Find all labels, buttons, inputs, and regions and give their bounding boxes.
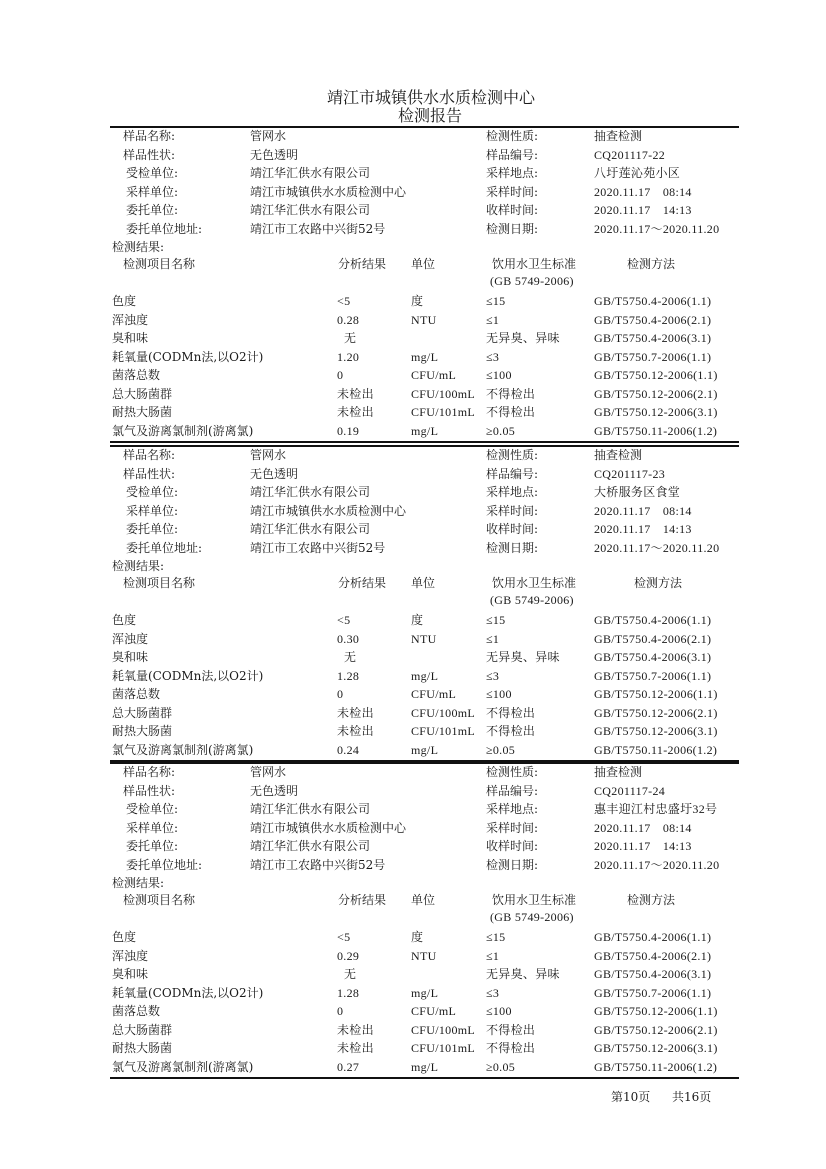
result-item-name: 菌落总数 — [112, 687, 161, 701]
col-header-unit: 单位 — [411, 893, 436, 907]
label-sample-no: 样品编号: — [486, 147, 539, 162]
col-header-result: 分析结果 — [338, 576, 387, 590]
label-sample-nature: 样品性状: — [123, 147, 176, 162]
label-test-date: 检测日期: — [486, 857, 539, 872]
result-item-name: 氯气及游离氯制剂(游离氯) — [112, 742, 254, 757]
result-standard: ≤15 — [486, 613, 506, 627]
result-value: 未检出 — [337, 724, 374, 738]
result-method: GB/T5750.12-2006(2.1) — [594, 705, 718, 720]
section-divider — [110, 445, 739, 447]
result-unit: NTU — [411, 948, 437, 963]
result-standard: ≥0.05 — [486, 423, 516, 438]
result-method: GB/T5750.7-2006(1.1) — [594, 985, 712, 1000]
label-inspected-unit: 受检单位: — [126, 802, 179, 816]
label-sampling-site: 采样地点: — [486, 166, 539, 180]
label-test-date: 检测日期: — [486, 540, 539, 555]
col-header-standard: 饮用水卫生标准 — [492, 257, 577, 271]
result-method: GB/T5750.12-2006(1.1) — [594, 368, 718, 382]
value-inspected-unit: 靖江华汇供水有限公司 — [250, 802, 371, 816]
label-sampling-site: 采样地点: — [486, 802, 539, 816]
result-item-name: 氯气及游离氯制剂(游离氯) — [112, 1059, 254, 1074]
result-method: GB/T5750.12-2006(2.1) — [594, 386, 718, 401]
result-item-name: 菌落总数 — [112, 1004, 161, 1018]
value-sample-name: 管网水 — [250, 448, 287, 462]
result-standard: ≤1 — [486, 312, 500, 327]
value-test-nature: 抽查检测 — [594, 129, 643, 143]
result-method: GB/T5750.12-2006(2.1) — [594, 1022, 718, 1037]
result-value: 0 — [337, 1004, 344, 1018]
result-item-name: 总大肠菌群 — [112, 705, 173, 720]
value-sampling-unit: 靖江市城镇供水水质检测中心 — [250, 184, 407, 199]
section-divider — [110, 762, 739, 764]
page-total: 共16页 — [672, 1090, 712, 1104]
col-header-unit: 单位 — [411, 576, 436, 590]
value-sampling-time: 2020.11.17 08:14 — [594, 503, 692, 518]
result-unit: 度 — [411, 294, 424, 308]
value-client-unit: 靖江华汇供水有限公司 — [250, 203, 371, 217]
value-sample-no: CQ201117-23 — [594, 466, 666, 481]
result-item-name: 耐热大肠菌 — [112, 1041, 173, 1055]
result-method: GB/T5750.7-2006(1.1) — [594, 349, 712, 364]
result-method: GB/T5750.12-2006(3.1) — [594, 724, 718, 738]
label-sampling-time: 采样时间: — [486, 820, 539, 835]
result-unit: mg/L — [411, 349, 439, 364]
label-receive-time: 收样时间: — [486, 522, 539, 536]
report-subtitle: 检测报告 — [398, 106, 463, 125]
result-method: GB/T5750.4-2006(2.1) — [594, 948, 712, 963]
label-sampling-unit: 采样单位: — [126, 820, 179, 835]
result-method: GB/T5750.11-2006(1.2) — [594, 1059, 718, 1074]
result-standard: ≤100 — [486, 368, 512, 382]
result-unit: CFU/101mL — [411, 724, 476, 738]
result-value: 未检出 — [337, 405, 374, 419]
result-standard: 无异臭、异味 — [486, 331, 560, 345]
result-unit: CFU/100mL — [411, 386, 476, 401]
result-item-name: 浑浊度 — [112, 948, 149, 963]
value-sample-no: CQ201117-24 — [594, 783, 666, 798]
value-sample-name: 管网水 — [250, 765, 287, 779]
result-item-name: 耐热大肠菌 — [112, 405, 173, 419]
result-unit: CFU/100mL — [411, 705, 476, 720]
results-heading: 检测结果: — [112, 559, 165, 573]
value-sampling-time: 2020.11.17 08:14 — [594, 184, 692, 199]
result-method: GB/T5750.4-2006(1.1) — [594, 294, 712, 308]
label-sampling-unit: 采样单位: — [126, 184, 179, 199]
result-method: GB/T5750.4-2006(2.1) — [594, 312, 712, 327]
result-value: 0.29 — [337, 948, 360, 963]
result-standard: 不得检出 — [486, 1022, 536, 1037]
result-item-name: 耐热大肠菌 — [112, 724, 173, 738]
col-header-standard: 饮用水卫生标准 — [492, 893, 577, 907]
result-unit: CFU/101mL — [411, 1041, 476, 1055]
result-unit: 度 — [411, 613, 424, 627]
result-value: 未检出 — [337, 705, 374, 720]
result-unit: CFU/mL — [411, 368, 457, 382]
result-item-name: 氯气及游离氯制剂(游离氯) — [112, 423, 254, 438]
result-unit: mg/L — [411, 1059, 439, 1074]
result-method: GB/T5750.4-2006(3.1) — [594, 967, 712, 981]
result-unit: mg/L — [411, 668, 439, 683]
result-item-name: 色度 — [112, 613, 137, 627]
result-value: <5 — [337, 294, 351, 308]
result-value: 1.28 — [337, 668, 360, 683]
result-value: 0.19 — [337, 423, 360, 438]
value-test-date: 2020.11.17～2020.11.20 — [594, 540, 720, 555]
value-sample-nature: 无色透明 — [250, 783, 299, 798]
result-method: GB/T5750.12-2006(1.1) — [594, 1004, 718, 1018]
result-value: 1.20 — [337, 349, 360, 364]
col-header-standard: 饮用水卫生标准 — [492, 576, 577, 590]
result-item-name: 总大肠菌群 — [112, 1022, 173, 1037]
result-value: 未检出 — [337, 1041, 374, 1055]
result-standard: 不得检出 — [486, 386, 536, 401]
value-test-date: 2020.11.17～2020.11.20 — [594, 221, 720, 236]
result-standard: ≤3 — [486, 985, 500, 1000]
result-unit: CFU/101mL — [411, 405, 476, 419]
result-method: GB/T5750.12-2006(3.1) — [594, 405, 718, 419]
result-item-name: 浑浊度 — [112, 631, 149, 646]
result-standard: ≤3 — [486, 668, 500, 683]
value-sample-nature: 无色透明 — [250, 466, 299, 481]
result-method: GB/T5750.4-2006(2.1) — [594, 631, 712, 646]
label-sampling-time: 采样时间: — [486, 503, 539, 518]
label-inspected-unit: 受检单位: — [126, 166, 179, 180]
result-method: GB/T5750.11-2006(1.2) — [594, 742, 718, 757]
result-item-name: 浑浊度 — [112, 312, 149, 327]
label-inspected-unit: 受检单位: — [126, 485, 179, 499]
result-item-name: 色度 — [112, 930, 137, 944]
col-header-item: 检测项目名称 — [123, 576, 196, 590]
result-value: <5 — [337, 930, 351, 944]
label-sample-nature: 样品性状: — [123, 466, 176, 481]
value-receive-time: 2020.11.17 14:13 — [594, 203, 692, 217]
section-divider — [110, 126, 739, 128]
result-value: 未检出 — [337, 1022, 374, 1037]
result-standard: ≤100 — [486, 687, 512, 701]
result-standard: 无异臭、异味 — [486, 967, 560, 981]
result-method: GB/T5750.12-2006(3.1) — [594, 1041, 718, 1055]
label-sample-nature: 样品性状: — [123, 783, 176, 798]
report-title: 靖江市城镇供水水质检测中心 — [327, 88, 536, 107]
result-value: 0.27 — [337, 1059, 360, 1074]
label-client-unit: 委托单位: — [126, 839, 179, 853]
result-item-name: 臭和味 — [112, 967, 149, 981]
value-client-unit: 靖江华汇供水有限公司 — [250, 522, 371, 536]
col-header-unit: 单位 — [411, 257, 436, 271]
result-standard: ≥0.05 — [486, 1059, 516, 1074]
result-standard: ≤1 — [486, 631, 500, 646]
label-sampling-site: 采样地点: — [486, 485, 539, 499]
value-client-unit: 靖江华汇供水有限公司 — [250, 839, 371, 853]
result-unit: 度 — [411, 930, 424, 944]
result-method: GB/T5750.4-2006(1.1) — [594, 613, 712, 627]
label-receive-time: 收样时间: — [486, 839, 539, 853]
col-header-result: 分析结果 — [338, 257, 387, 271]
value-sampling-time: 2020.11.17 08:14 — [594, 820, 692, 835]
result-method: GB/T5750.11-2006(1.2) — [594, 423, 718, 438]
result-method: GB/T5750.7-2006(1.1) — [594, 668, 712, 683]
result-item-name: 耗氧量(CODMn法,以O2计) — [112, 668, 264, 683]
result-unit: CFU/mL — [411, 1004, 457, 1018]
label-client-address: 委托单位地址: — [126, 857, 203, 872]
result-method: GB/T5750.4-2006(3.1) — [594, 650, 712, 664]
value-sample-nature: 无色透明 — [250, 147, 299, 162]
label-sample-name: 样品名称: — [123, 129, 176, 143]
result-standard: 不得检出 — [486, 1041, 536, 1055]
result-method: GB/T5750.12-2006(1.1) — [594, 687, 718, 701]
result-item-name: 菌落总数 — [112, 368, 161, 382]
result-value: 0.30 — [337, 631, 360, 646]
result-standard: ≤15 — [486, 930, 506, 944]
result-value: 1.28 — [337, 985, 360, 1000]
label-client-address: 委托单位地址: — [126, 221, 203, 236]
col-header-standard-code: (GB 5749-2006) — [490, 274, 574, 288]
result-value: 0 — [337, 687, 344, 701]
result-unit: NTU — [411, 631, 437, 646]
page-number: 第10页 — [611, 1090, 651, 1104]
label-test-nature: 检测性质: — [486, 448, 539, 462]
value-sampling-site: 八圩莲沁苑小区 — [594, 166, 681, 180]
col-header-result: 分析结果 — [338, 893, 387, 907]
result-unit: mg/L — [411, 423, 439, 438]
result-value: 0.28 — [337, 312, 360, 327]
result-value: 0.24 — [337, 742, 360, 757]
value-receive-time: 2020.11.17 14:13 — [594, 839, 692, 853]
label-receive-time: 收样时间: — [486, 203, 539, 217]
value-sampling-site: 大桥服务区食堂 — [594, 485, 681, 499]
value-receive-time: 2020.11.17 14:13 — [594, 522, 692, 536]
value-client-address: 靖江市工农路中兴街52号 — [250, 540, 386, 555]
result-unit: CFU/mL — [411, 687, 457, 701]
result-value: 0 — [337, 368, 344, 382]
value-sample-name: 管网水 — [250, 129, 287, 143]
col-header-method: 检测方法 — [634, 576, 683, 590]
label-client-address: 委托单位地址: — [126, 540, 203, 555]
value-test-nature: 抽查检测 — [594, 765, 643, 779]
result-standard: ≤1 — [486, 948, 500, 963]
label-sampling-unit: 采样单位: — [126, 503, 179, 518]
col-header-standard-code: (GB 5749-2006) — [490, 910, 574, 924]
result-item-name: 臭和味 — [112, 331, 149, 345]
label-client-unit: 委托单位: — [126, 522, 179, 536]
result-value: 无 — [344, 331, 357, 345]
value-sampling-unit: 靖江市城镇供水水质检测中心 — [250, 503, 407, 518]
label-sampling-time: 采样时间: — [486, 184, 539, 199]
result-method: GB/T5750.4-2006(3.1) — [594, 331, 712, 345]
result-standard: ≤100 — [486, 1004, 512, 1018]
section-divider — [110, 1077, 739, 1079]
value-test-nature: 抽查检测 — [594, 448, 643, 462]
label-test-nature: 检测性质: — [486, 129, 539, 143]
label-test-nature: 检测性质: — [486, 765, 539, 779]
result-standard: 无异臭、异味 — [486, 650, 560, 664]
col-header-item: 检测项目名称 — [123, 893, 196, 907]
result-value: <5 — [337, 613, 351, 627]
col-header-item: 检测项目名称 — [123, 257, 196, 271]
result-value: 无 — [344, 650, 357, 664]
value-inspected-unit: 靖江华汇供水有限公司 — [250, 485, 371, 499]
result-standard: ≤15 — [486, 294, 506, 308]
label-sample-no: 样品编号: — [486, 466, 539, 481]
result-standard: ≤3 — [486, 349, 500, 364]
value-client-address: 靖江市工农路中兴街52号 — [250, 857, 386, 872]
result-unit: CFU/100mL — [411, 1022, 476, 1037]
results-heading: 检测结果: — [112, 876, 165, 890]
result-standard: ≥0.05 — [486, 742, 516, 757]
result-method: GB/T5750.4-2006(1.1) — [594, 930, 712, 944]
value-test-date: 2020.11.17～2020.11.20 — [594, 857, 720, 872]
label-sample-name: 样品名称: — [123, 765, 176, 779]
result-unit: mg/L — [411, 985, 439, 1000]
label-sample-name: 样品名称: — [123, 448, 176, 462]
result-item-name: 耗氧量(CODMn法,以O2计) — [112, 349, 264, 364]
value-sampling-unit: 靖江市城镇供水水质检测中心 — [250, 820, 407, 835]
result-value: 无 — [344, 967, 357, 981]
value-sample-no: CQ201117-22 — [594, 147, 666, 162]
value-client-address: 靖江市工农路中兴街52号 — [250, 221, 386, 236]
result-item-name: 色度 — [112, 294, 137, 308]
value-inspected-unit: 靖江华汇供水有限公司 — [250, 166, 371, 180]
label-sample-no: 样品编号: — [486, 783, 539, 798]
results-heading: 检测结果: — [112, 240, 165, 254]
result-item-name: 耗氧量(CODMn法,以O2计) — [112, 985, 264, 1000]
result-unit: NTU — [411, 312, 437, 327]
col-header-standard-code: (GB 5749-2006) — [490, 593, 574, 607]
result-value: 未检出 — [337, 386, 374, 401]
label-client-unit: 委托单位: — [126, 203, 179, 217]
result-standard: 不得检出 — [486, 724, 536, 738]
result-item-name: 总大肠菌群 — [112, 386, 173, 401]
result-standard: 不得检出 — [486, 405, 536, 419]
value-sampling-site: 惠丰迎江村忠盛圩32号 — [594, 802, 718, 816]
result-unit: mg/L — [411, 742, 439, 757]
section-divider — [110, 441, 739, 443]
label-test-date: 检测日期: — [486, 221, 539, 236]
col-header-method: 检测方法 — [627, 893, 676, 907]
col-header-method: 检测方法 — [627, 257, 676, 271]
result-standard: 不得检出 — [486, 705, 536, 720]
result-item-name: 臭和味 — [112, 650, 149, 664]
